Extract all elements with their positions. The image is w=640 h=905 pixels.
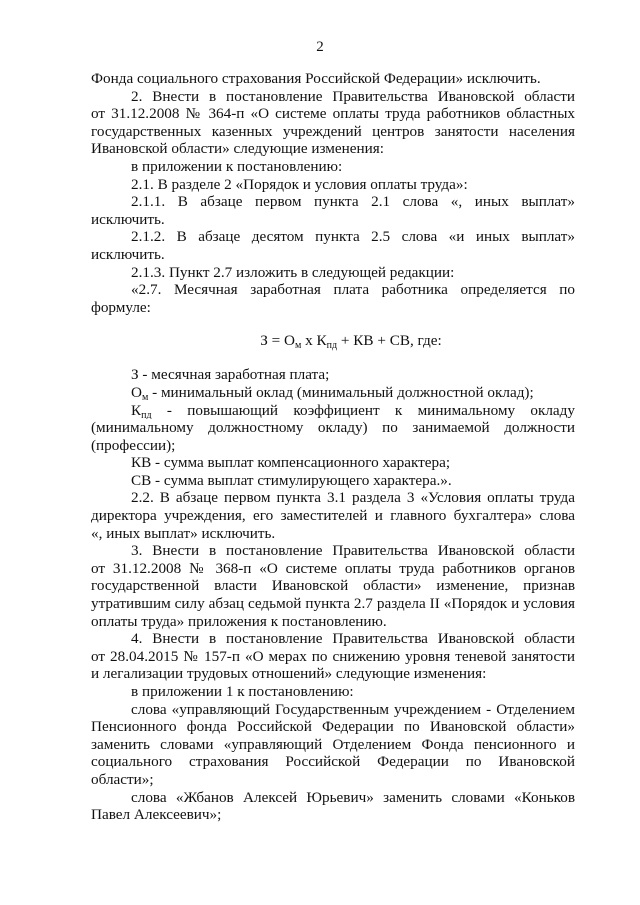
text-line: в приложении к постановлению: — [131, 157, 343, 175]
definition-line: КВ - сумма выплат компенсационного характера; — [131, 454, 451, 472]
text-line: директора учреждения, его заместителей и главного бухгалтера» слова — [91, 507, 575, 525]
definition-subscript: м — [141, 391, 149, 402]
text-line: области»; — [91, 770, 154, 788]
definition-text: - минимальный оклад (минимальный должностной оклад); — [148, 383, 534, 401]
text-line: государственных казенных учреждений центров занятости населения — [91, 122, 575, 140]
text-line: Павел Алексеевич»; — [91, 806, 222, 824]
definition-subscript: пд — [141, 409, 152, 420]
definition-line: (минимальному должностному окладу) по занимаемой должности — [91, 419, 575, 437]
text-line: заменить словами «управляющий Отделением Фонда пенсионного и — [91, 735, 575, 753]
definition-symbol: К — [131, 401, 142, 419]
formula-times: х К — [301, 332, 327, 350]
text-line: от 31.12.2008 № 368-п «О системе оплаты труда работников органов — [91, 559, 575, 577]
formula-rhs: + КВ + СВ, где: — [337, 332, 442, 350]
page-number: 2 — [316, 39, 324, 55]
text-line: Фонда социального страхования Российской Федерации» исключить. — [91, 70, 541, 87]
definition-line — [91, 384, 575, 402]
definition-line: З - месячная заработная плата; — [131, 366, 330, 384]
text-line: слова «управляющий Государственным учреждением - Отделением — [131, 700, 575, 718]
definition-line: (профессии); — [91, 436, 176, 454]
text-line: формуле: — [91, 298, 151, 316]
text-line: 2.1.1. В абзаце первом пункта 2.1 слова «, иных выплат» — [131, 193, 575, 211]
text-line: социального страхования Российской Федерации по Ивановской — [91, 753, 575, 771]
salary-formula — [91, 328, 575, 354]
text-line: «2.7. Месячная заработная плата работника определяется по — [131, 281, 575, 299]
text-line: государственной власти Ивановской области» изменение, признав — [91, 577, 575, 595]
definition-line — [91, 402, 575, 420]
formula-subscript-m: м — [295, 340, 302, 352]
text-line: в приложении 1 к постановлению: — [131, 683, 354, 700]
text-line: и легализации трудовых отношений» следующие изменения: — [91, 665, 487, 683]
text-line: оплаты труда» приложения к постановлению. — [91, 612, 387, 630]
text-line: Ивановской области» следующие изменения: — [91, 140, 384, 158]
text-line: 2.2. В абзаце первом пункта 3.1 раздела 3 «Условия оплаты труда — [131, 489, 575, 507]
document-body — [91, 70, 575, 824]
text-line: 2. Внести в постановление Правительства Ивановской области — [131, 87, 575, 105]
text-line: 4. Внести в постановление Правительства Ивановской области — [131, 630, 575, 648]
text-line: от 28.04.2015 № 157-п «О мерах по снижению уровня теневой занятости — [91, 647, 575, 665]
text-line: Пенсионного фонда Российской Федерации по Ивановской области» — [91, 718, 575, 736]
text-line: 2.1. В разделе 2 «Порядок и условия оплаты труда»: — [131, 175, 468, 193]
text-line: «, иных выплат» исключить. — [91, 524, 276, 542]
text-line: исключить. — [91, 210, 165, 228]
text-line: 2.1.2. В абзаце десятом пункта 2.5 слова «и иных выплат» — [131, 228, 575, 246]
definition-text: - повышающий коэффициент к минимальному окладу — [151, 401, 575, 419]
definition-line: СВ - сумма выплат стимулирующего характера.». — [131, 471, 452, 489]
text-line: от 31.12.2008 № 364-п «О системе оплаты труда работников областных — [91, 105, 575, 123]
text-line: утратившим силу абзац седьмой пункта 2.7 раздела II «Порядок и условия — [91, 595, 575, 613]
formula-lhs: З = О — [260, 332, 296, 350]
formula-subscript-pd: пд — [326, 340, 338, 352]
text-line: слова «Жбанов Алексей Юрьевич» заменить словами «Коньков — [131, 788, 575, 806]
text-line: 3. Внести в постановление Правительства Ивановской области — [131, 542, 575, 560]
text-line: исключить. — [91, 245, 165, 263]
definition-symbol: О — [131, 383, 142, 401]
text-line: 2.1.3. Пункт 2.7 изложить в следующей редакции: — [131, 263, 455, 281]
